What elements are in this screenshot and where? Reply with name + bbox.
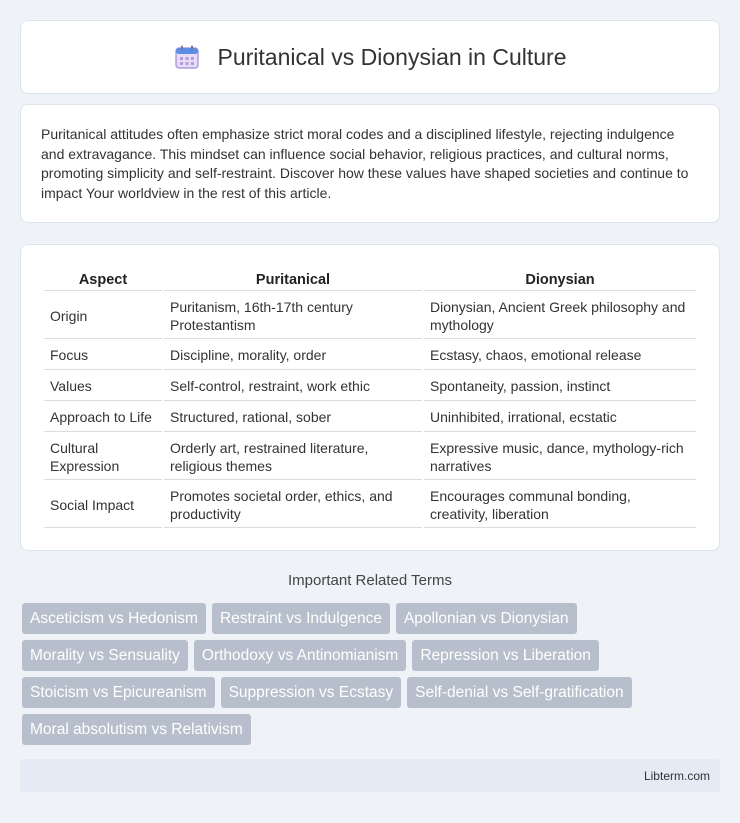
tag-row — [22, 677, 722, 708]
table-cell: Spontaneity, passion, instinct — [424, 372, 696, 401]
table-cell: Origin — [44, 293, 162, 339]
table-cell: Focus — [44, 341, 162, 370]
tag-row — [22, 603, 722, 634]
column-header: Dionysian — [424, 267, 696, 291]
related-term-tag[interactable]: Morality vs Sensuality — [22, 640, 188, 671]
tag-row — [22, 714, 722, 745]
table-cell: Promotes societal order, ethics, and productivity — [164, 482, 422, 528]
table-row — [44, 372, 696, 401]
table-cell: Expressive music, dance, mythology-rich narratives — [424, 434, 696, 480]
related-term-tag[interactable]: Stoicism vs Epicureanism — [22, 677, 215, 708]
comparison-table-card — [20, 244, 720, 551]
tag-row — [22, 640, 722, 671]
intro-text: Puritanical attitudes often emphasize strict moral codes and a disciplined lifestyle, rejecting indulgence and extravagance. This mindset can influence social behavior, religious practices, and cultural norms, promoting simplicity and self-restraint. Discover how these values have shaped societies and continue to impact Your worldview in the rest of this article. — [41, 126, 689, 201]
table-row — [44, 293, 696, 339]
table-row — [44, 341, 696, 370]
table-cell: Social Impact — [44, 482, 162, 528]
table-row — [44, 403, 696, 432]
table-cell: Uninhibited, irrational, ecstatic — [424, 403, 696, 432]
related-term-tag[interactable]: Restraint vs Indulgence — [212, 603, 390, 634]
title-wrap — [174, 44, 567, 71]
related-terms-title: Important Related Terms — [288, 572, 452, 589]
header-card — [20, 20, 720, 94]
table-header-row — [44, 267, 696, 291]
table-cell: Discipline, morality, order — [164, 341, 422, 370]
table-cell: Approach to Life — [44, 403, 162, 432]
table-cell: Structured, rational, sober — [164, 403, 422, 432]
table-cell: Puritanism, 16th-17th century Protestantism — [164, 293, 422, 339]
related-term-tag[interactable]: Apollonian vs Dionysian — [396, 603, 577, 634]
related-term-tag[interactable]: Self-denial vs Self-gratification — [407, 677, 632, 708]
table-cell: Cultural Expression — [44, 434, 162, 480]
column-header: Puritanical — [164, 267, 422, 291]
table-cell: Values — [44, 372, 162, 401]
related-terms-list — [22, 603, 722, 751]
table-cell: Dionysian, Ancient Greek philosophy and mythology — [424, 293, 696, 339]
column-header: Aspect — [44, 267, 162, 291]
footer — [20, 759, 720, 792]
footer-site-link[interactable]: Libterm.com — [643, 768, 710, 783]
related-term-tag[interactable]: Orthodoxy vs Antinomianism — [194, 640, 406, 671]
table-cell: Orderly art, restrained literature, religious themes — [164, 434, 422, 480]
related-term-tag[interactable]: Suppression vs Ecstasy — [221, 677, 402, 708]
table-row — [44, 482, 696, 528]
intro-card — [20, 104, 720, 223]
related-term-tag[interactable]: Repression vs Liberation — [412, 640, 599, 671]
related-term-tag[interactable]: Moral absolutism vs Relativism — [22, 714, 251, 745]
table-cell: Ecstasy, chaos, emotional release — [424, 341, 696, 370]
comparison-table — [42, 265, 698, 530]
table-cell: Encourages communal bonding, creativity, liberation — [424, 482, 696, 528]
related-term-tag[interactable]: Asceticism vs Hedonism — [22, 603, 206, 634]
table-cell: Self-control, restraint, work ethic — [164, 372, 422, 401]
page-title: Puritanical vs Dionysian in Culture — [217, 43, 567, 70]
calendar-icon — [174, 44, 200, 70]
table-row — [44, 434, 696, 480]
